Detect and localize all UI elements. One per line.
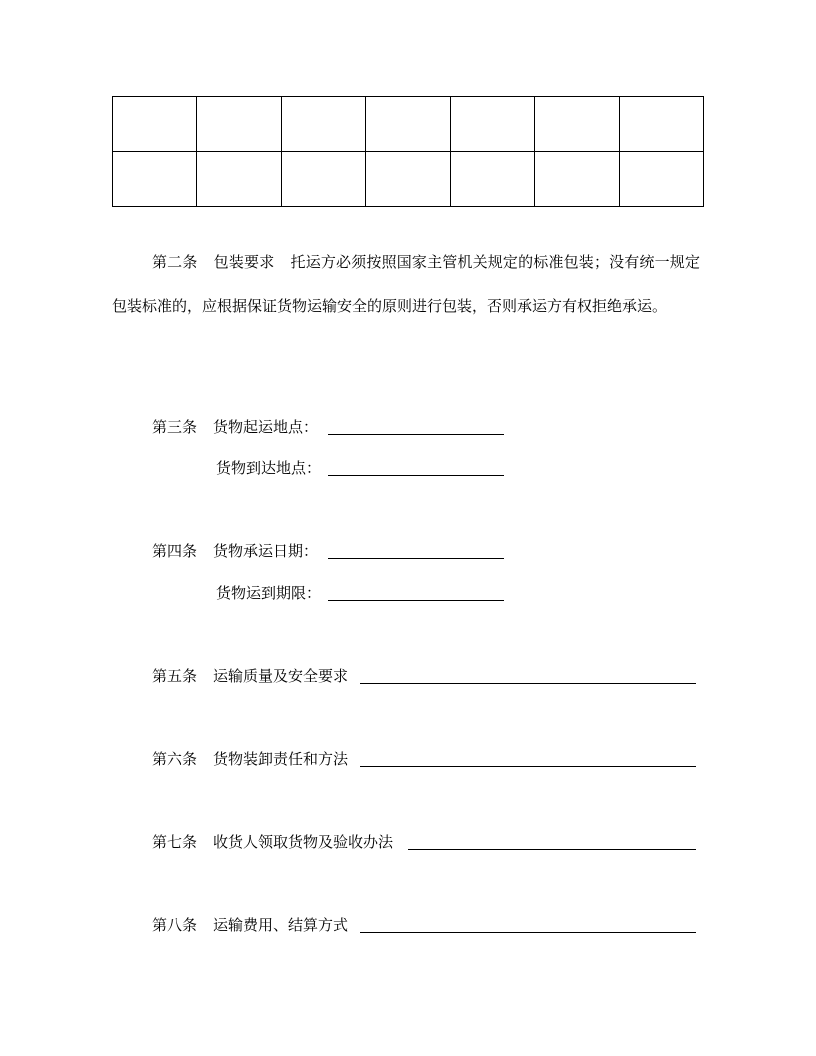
delivery-deadline-field[interactable] — [328, 600, 504, 601]
table-cell — [450, 152, 534, 207]
table-row — [113, 152, 704, 207]
delivery-deadline-label: 货物运到期限： — [216, 584, 322, 602]
article-6-field[interactable] — [360, 766, 696, 767]
table-cell — [619, 152, 703, 207]
article-4-line-2 — [216, 583, 321, 603]
article-6 — [152, 749, 348, 769]
table-cell — [366, 97, 450, 152]
article-5 — [152, 666, 348, 686]
table-cell — [281, 97, 365, 152]
article-6-number: 第六条 — [152, 750, 198, 768]
table-cell — [113, 97, 197, 152]
table-cell — [619, 97, 703, 152]
article-5-number: 第五条 — [152, 667, 198, 685]
table-cell — [535, 152, 619, 207]
article-7 — [152, 832, 393, 852]
article-5-label: 运输质量及安全要求 — [213, 667, 349, 685]
table-cell — [366, 152, 450, 207]
article-2-number: 第二条 — [152, 253, 198, 271]
article-7-field[interactable] — [408, 849, 696, 850]
article-2-body: 托运方必须按照国家主管机关规定的标准包装；没有统一规定包装标准的，应根据保证货物运输安全的原则进行包装，否则承运方有权拒绝承运。 — [112, 253, 700, 315]
article-8-number: 第八条 — [152, 916, 198, 934]
table-cell — [281, 152, 365, 207]
destination-field[interactable] — [328, 475, 504, 476]
table-cell — [535, 97, 619, 152]
article-7-label: 收货人领取货物及验收办法 — [213, 833, 394, 851]
article-8 — [152, 915, 348, 935]
article-3-number: 第三条 — [152, 418, 198, 436]
carriage-date-label: 货物承运日期： — [213, 542, 319, 560]
article-3-line-1 — [152, 417, 318, 437]
article-8-label: 运输费用、结算方式 — [213, 916, 349, 934]
table-cell — [197, 152, 281, 207]
table-cell — [113, 152, 197, 207]
article-8-field[interactable] — [360, 932, 696, 933]
table-cell — [450, 97, 534, 152]
origin-field[interactable] — [328, 434, 504, 435]
article-2 — [112, 240, 700, 328]
article-3-line-2 — [216, 458, 321, 478]
origin-label: 货物起运地点： — [213, 418, 319, 436]
table-row — [113, 97, 704, 152]
goods-table — [112, 96, 704, 207]
article-7-number: 第七条 — [152, 833, 198, 851]
article-6-label: 货物装卸责任和方法 — [213, 750, 349, 768]
article-4-line-1 — [152, 541, 318, 561]
article-5-field[interactable] — [360, 683, 696, 684]
table-cell — [197, 97, 281, 152]
article-2-heading: 包装要求 — [213, 253, 275, 271]
destination-label: 货物到达地点： — [216, 459, 322, 477]
article-4-number: 第四条 — [152, 542, 198, 560]
carriage-date-field[interactable] — [328, 558, 504, 559]
